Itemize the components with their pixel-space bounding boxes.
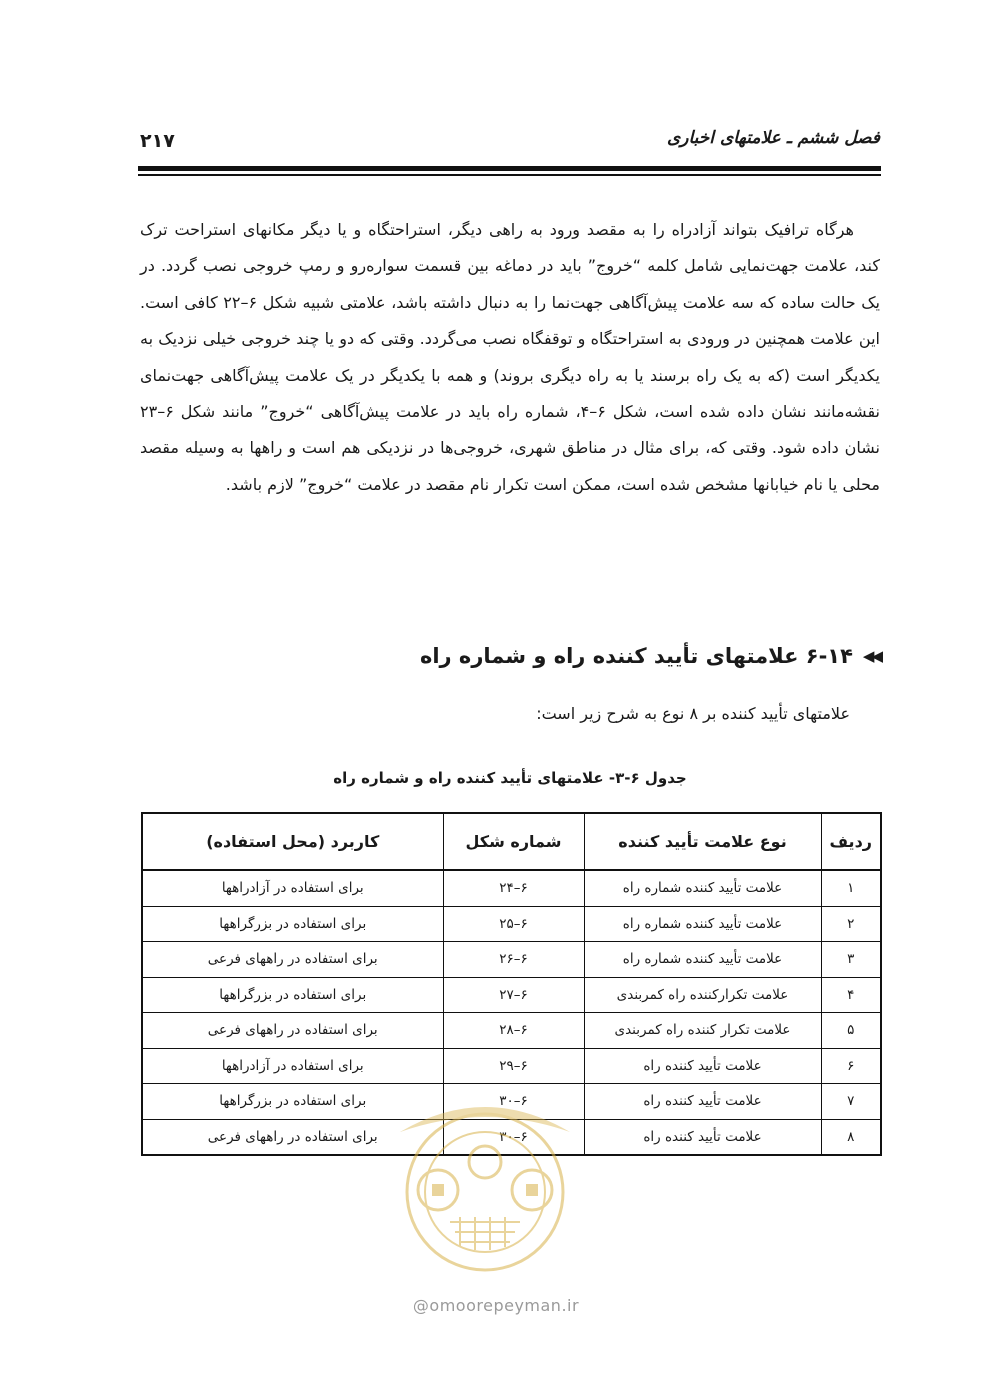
- cell-sign-type: علامت تأیید کننده شماره راه: [584, 870, 821, 906]
- header-usage: کاربرد (محل استفاده): [142, 813, 443, 870]
- cell-usage: برای استفاده در راههای فرعی: [142, 1013, 443, 1049]
- table-row: [142, 870, 881, 906]
- cell-usage: برای استفاده در آزادراهها: [142, 1048, 443, 1084]
- page-number: ۲۱۷: [140, 130, 175, 152]
- cell-row-number: ۷: [821, 1084, 881, 1120]
- chapter-title: فصل ششم ـ علامتهای اخباری: [666, 128, 880, 148]
- cell-sign-type: علامت تأیید کننده راه: [584, 1119, 821, 1155]
- cell-usage: برای استفاده در راههای فرعی: [142, 942, 443, 978]
- table-row: [142, 1013, 881, 1049]
- signs-table: [141, 812, 882, 1156]
- cell-figure-number: ۶–۲۵: [443, 906, 584, 942]
- cell-figure-number: ۶–۳۰: [443, 1084, 584, 1120]
- header-row-number: ردیف: [821, 813, 881, 870]
- double-arrow-bullet-icon: ◀◀: [862, 647, 880, 665]
- cell-figure-number: ۶–۲۸: [443, 1013, 584, 1049]
- header-sign-type: نوع علامت تأیید کننده: [584, 813, 821, 870]
- cell-figure-number: ۶–۳۰: [443, 1119, 584, 1155]
- cell-sign-type: علامت تکرارکننده راه کمربندی: [584, 977, 821, 1013]
- watermark-url: @omoorepeyman.ir: [412, 1296, 580, 1315]
- cell-sign-type: علامت تأیید کننده راه: [584, 1048, 821, 1084]
- cell-figure-number: ۶–۲۹: [443, 1048, 584, 1084]
- section-intro: علامتهای تأیید کننده بر ۸ نوع به شرح زیر است:: [536, 704, 850, 723]
- cell-sign-type: علامت تکرار کننده راه کمربندی: [584, 1013, 821, 1049]
- cell-row-number: ۲: [821, 906, 881, 942]
- section-heading: [420, 644, 880, 668]
- cell-usage: برای استفاده در آزادراهها: [142, 870, 443, 906]
- table-row: [142, 906, 881, 942]
- cell-row-number: ۵: [821, 1013, 881, 1049]
- table-row: [142, 942, 881, 978]
- header-rule-thin: [138, 174, 881, 176]
- cell-row-number: ۱: [821, 870, 881, 906]
- table-row: [142, 1084, 881, 1120]
- table-caption: جدول ۶-۳- علامتهای تأیید کننده راه و شماره راه: [333, 769, 687, 787]
- header-rule-thick: [138, 166, 881, 171]
- cell-usage: برای استفاده در بزرگراهها: [142, 1084, 443, 1120]
- table-header-row: [142, 813, 881, 870]
- table-row: [142, 1048, 881, 1084]
- body-paragraph: هرگاه ترافیک بتواند آزادراه را به مقصد ورود به راهی دیگر، استراحتگاه و یا دیگر مکانهای استراحت ترک کند، علامت جهت‌نمایی شامل کلمه “خروج” باید در دماغه بین قسمت سواره‌رو و رمپ خروجی نصب گردد. در یک حالت ساده که سه علامت پیش‌آگاهی جهت‌نما را به دنبال داشته باشد، علامتی شبیه شکل ۶–۲۲ کافی است. این علامت همچنین در ورودی به استراحتگاه و توقفگاه نصب می‌گردد. وقتی که دو یا چند خروجی خیلی نزدیک به یکدیگر است (که به یک راه برسند یا به راه دیگری بروند) و همه با یکدیگر در یک علامت پیش‌آگاهی جهت‌نمای نقشه‌مانند نشان داده شده است، شکل ۶–۴، شماره راه باید در علامت پیش‌آگاهی “خروج” مانند شکل ۶–۲۳ نشان داده شود. وقتی که، برای مثال در مناطق شهری، خروجی‌ها در نزدیکی هم است و راهها به وسیله مقصد محلی یا نام خیابانها مشخص شده است، ممکن است تکرار نام مقصد در علامت “خروج” لازم باشد.: [140, 220, 881, 494]
- cell-sign-type: علامت تأیید کننده شماره راه: [584, 942, 821, 978]
- header-figure-number: شماره شکل: [443, 813, 584, 870]
- cell-figure-number: ۶–۲۷: [443, 977, 584, 1013]
- cell-sign-type: علامت تأیید کننده شماره راه: [584, 906, 821, 942]
- section-heading-text: ۶-۱۴ علامتهای تأیید کننده راه و شماره راه: [419, 644, 853, 668]
- table-row: [142, 1119, 881, 1155]
- cell-row-number: ۶: [821, 1048, 881, 1084]
- cell-usage: برای استفاده در راههای فرعی: [142, 1119, 443, 1155]
- cell-row-number: ۴: [821, 977, 881, 1013]
- cell-row-number: ۳: [821, 942, 881, 978]
- cell-figure-number: ۶–۲۶: [443, 942, 584, 978]
- cell-row-number: ۸: [821, 1119, 881, 1155]
- cell-figure-number: ۶–۲۴: [443, 870, 584, 906]
- cell-usage: برای استفاده در بزرگراهها: [142, 906, 443, 942]
- table-row: [142, 977, 881, 1013]
- cell-sign-type: علامت تأیید کننده راه: [584, 1084, 821, 1120]
- cell-usage: برای استفاده در بزرگراهها: [142, 977, 443, 1013]
